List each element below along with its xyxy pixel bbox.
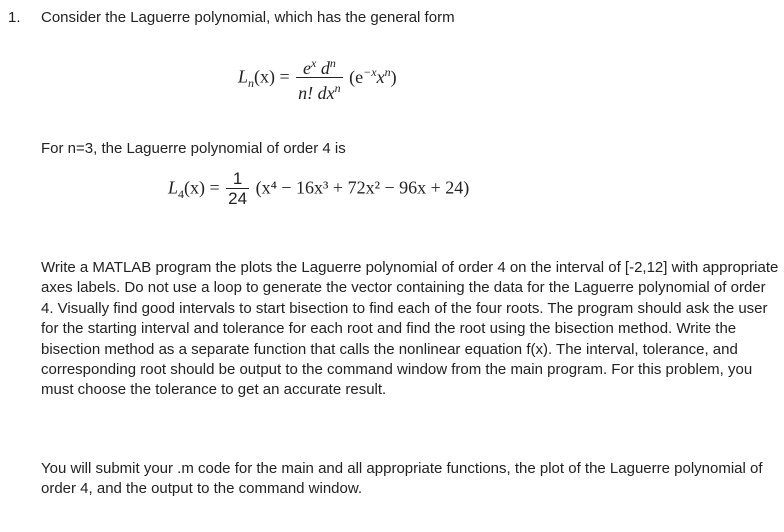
lhs-subscript: n — [248, 76, 255, 91]
question-number: 1. — [8, 9, 21, 26]
order4-numerator: 1 — [232, 169, 243, 188]
order4-fraction — [226, 170, 249, 209]
order4-lhs-argument: (x) — [184, 177, 206, 198]
fraction-numerator: $e^x$ $d^n$ — [303, 56, 336, 78]
question-intro: Consider the Laguerre polynomial, which has the general form — [41, 9, 455, 26]
fraction-denominator: n! $dx^n$ — [296, 77, 343, 103]
general-form-equation — [238, 54, 397, 103]
order4-lhs-subscript: 4 — [178, 187, 185, 202]
order4-polynomial: (x⁴ − 16x³ + 72x² − 96x + 24) — [255, 177, 470, 198]
order4-lhs-symbol: L — [168, 177, 179, 198]
instructions-paragraph: Write a MATLAB program the plots the Laguerre polynomial of order 4 on the interval of [-2,12] with appropriate axes labels. Do not use a loop to generate the vector containing the data for the Laguerre polynomial of order 4. Visually find good intervals to start bisection to find each of the four roots. The program should ask the user for the starting interval and tolerance for each root and find the root using the bisection method. Write the bisection method as a separate function that calls the nonlinear equation f(x). The interval, tolerance, and corresponding root should be output to the command window from the main program. For this problem, you must choose the tolerance to get an accurate result. — [41, 259, 779, 399]
order4-equals-sign: = — [209, 177, 220, 198]
general-fraction — [296, 54, 343, 103]
equals-sign: = — [279, 66, 290, 87]
submission-paragraph: You will submit your .m code for the main and all appropriate functions, the plot of the Laguerre polynomial of order 4, and the output to the command window. — [41, 460, 763, 498]
order4-equation — [168, 170, 469, 209]
order4-denominator: 24 — [228, 189, 248, 208]
order4-intro: For n=3, the Laguerre polynomial of order 4 is — [41, 140, 346, 157]
lhs-symbol: L — [238, 66, 249, 87]
lhs-argument: (x) — [254, 66, 276, 87]
general-tail: $(e^{-x}x^n)$ — [349, 64, 397, 87]
